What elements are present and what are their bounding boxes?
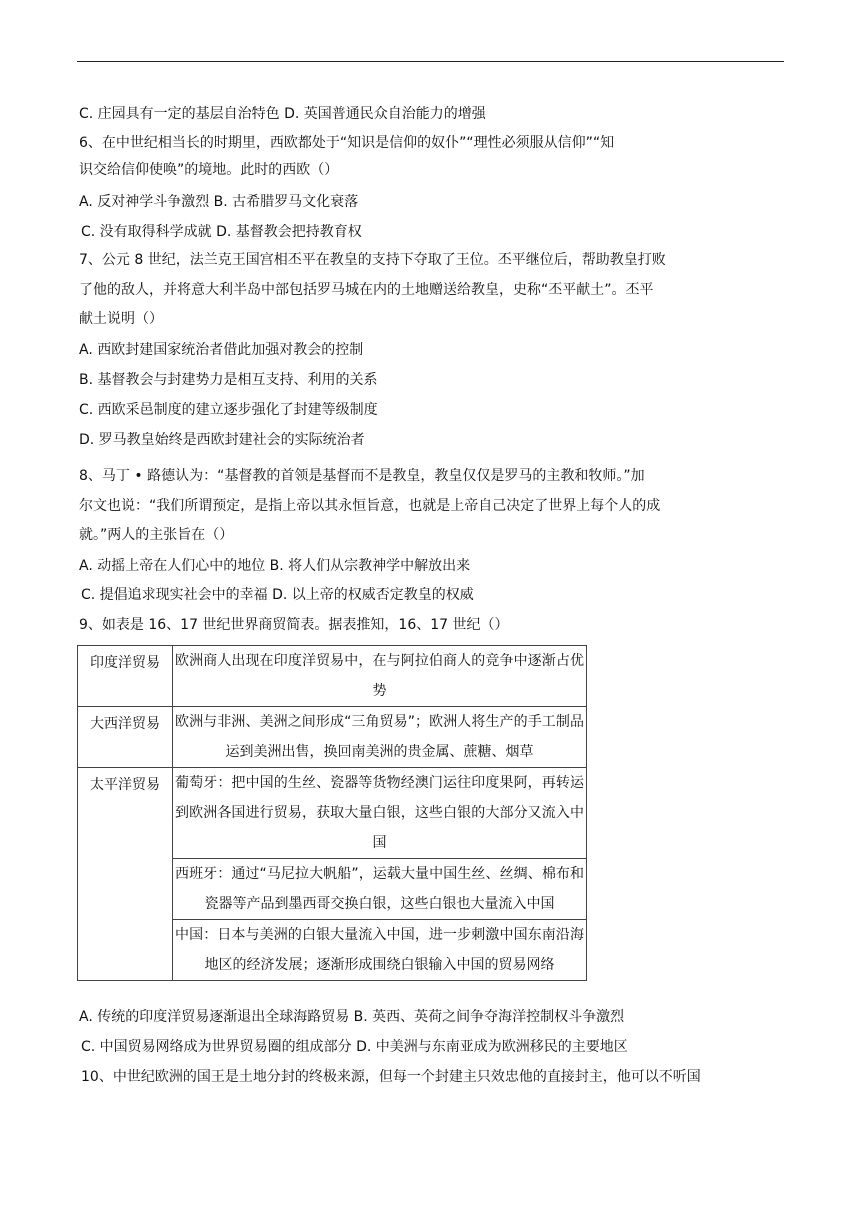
q8-stem-line2: 尔文也说：“我们所谓预定，是指上帝以其永恒旨意，也就是上帝自己决定了世界上每个人的成 xyxy=(79,498,661,514)
table-cell-content: 欧洲与非洲、美洲之间形成“三角贸易”；欧洲人将生产的手工制品运到美洲出售，换回南美洲的贵金属、蔗糖、烟草 xyxy=(173,707,587,768)
q8-options-ab: A. 动摇上帝在人们心中的地位 B. 将人们从宗教神学中解放出来 xyxy=(79,558,471,574)
q7-option-a: A. 西欧封建国家统治者借此加强对教会的控制 xyxy=(79,342,364,358)
q8-options-cd: C. 提倡追求现实社会中的幸福 D. 以上帝的权威否定教皇的权威 xyxy=(81,587,474,603)
q10-stem-line1: 10、中世纪欧洲的国王是土地分封的终极来源，但每一个封建主只效忠他的直接封主，他可以不听国 xyxy=(81,1069,701,1085)
trade-table xyxy=(77,645,587,981)
q6-options-ab: A. 反对神学斗争激烈 B. 古希腊罗马文化衰落 xyxy=(79,194,359,210)
q8-stem-line3: 就。”两人的主张旨在（） xyxy=(79,527,234,543)
table-cell-content: 葡萄牙：把中国的生丝、瓷器等货物经澳门运往印度果阿，再转运到欧洲各国进行贸易，获取大量白银，这些白银的大部分又流入中国 xyxy=(173,768,587,859)
table-row xyxy=(78,768,587,859)
q7-option-b: B. 基督教会与封建势力是相互支持、利用的关系 xyxy=(79,372,378,388)
q9-options-ab: A. 传统的印度洋贸易逐渐退出全球海路贸易 B. 英西、英荷之间争夺海洋控制权斗争激烈 xyxy=(79,1009,625,1025)
table-row xyxy=(78,646,587,707)
table-cell-label: 印度洋贸易 xyxy=(78,646,173,707)
q7-stem-line3: 献土说明（） xyxy=(79,311,163,327)
q7-option-c: C. 西欧采邑制度的建立逐步强化了封建等级制度 xyxy=(79,402,378,418)
q9-stem: 9、如表是 16、17 世纪世界商贸简表。据表推知，16、17 世纪（） xyxy=(79,617,509,633)
q9-options-cd: C. 中国贸易网络成为世界贸易圈的组成部分 D. 中美洲与东南亚成为欧洲移民的主要地区 xyxy=(81,1039,628,1055)
table-cell-content: 西班牙：通过“马尼拉大帆船”，运载大量中国生丝、丝绸、棉布和瓷器等产品到墨西哥交换白银，这些白银也大量流入中国 xyxy=(173,859,587,920)
q6-stem-line2: 识交给信仰使唤”的境地。此时的西欧（） xyxy=(79,162,339,178)
q6-options-cd: C. 没有取得科学成就 D. 基督教会把持教育权 xyxy=(81,224,362,240)
q8-stem-line1: 8、马丁 • 路德认为：“基督教的首领是基督而不是教皇，教皇仅仅是罗马的主教和牧师。”加 xyxy=(79,468,645,484)
table-cell-content: 中国：日本与美洲的白银大量流入中国，进一步刺激中国东南沿海地区的经济发展；逐渐形成围绕白银输入中国的贸易网络 xyxy=(173,920,587,981)
q5-options-cd: C. 庄园具有一定的基层自治特色 D. 英国普通民众自治能力的增强 xyxy=(79,106,486,122)
table-cell-content: 欧洲商人出现在印度洋贸易中，在与阿拉伯商人的竞争中逐渐占优势 xyxy=(173,646,587,707)
q7-stem-line2: 了他的敌人，并将意大利半岛中部包括罗马城在内的土地赠送给教皇，史称“丕平献土”。丕平 xyxy=(79,282,654,298)
table-row xyxy=(78,707,587,768)
table-cell-label: 太平洋贸易 xyxy=(78,768,173,981)
q7-option-d: D. 罗马教皇始终是西欧封建社会的实际统治者 xyxy=(79,432,365,448)
q7-stem-line1: 7、公元 8 世纪，法兰克王国宫相丕平在教皇的支持下夺取了王位。丕平继位后，帮助教皇打败 xyxy=(79,252,666,268)
q6-stem-line1: 6、在中世纪相当长的时期里，西欧都处于“知识是信仰的奴仆”“理性必须服从信仰”“知 xyxy=(79,135,615,151)
table-cell-label: 大西洋贸易 xyxy=(78,707,173,768)
header-rule xyxy=(77,61,784,62)
